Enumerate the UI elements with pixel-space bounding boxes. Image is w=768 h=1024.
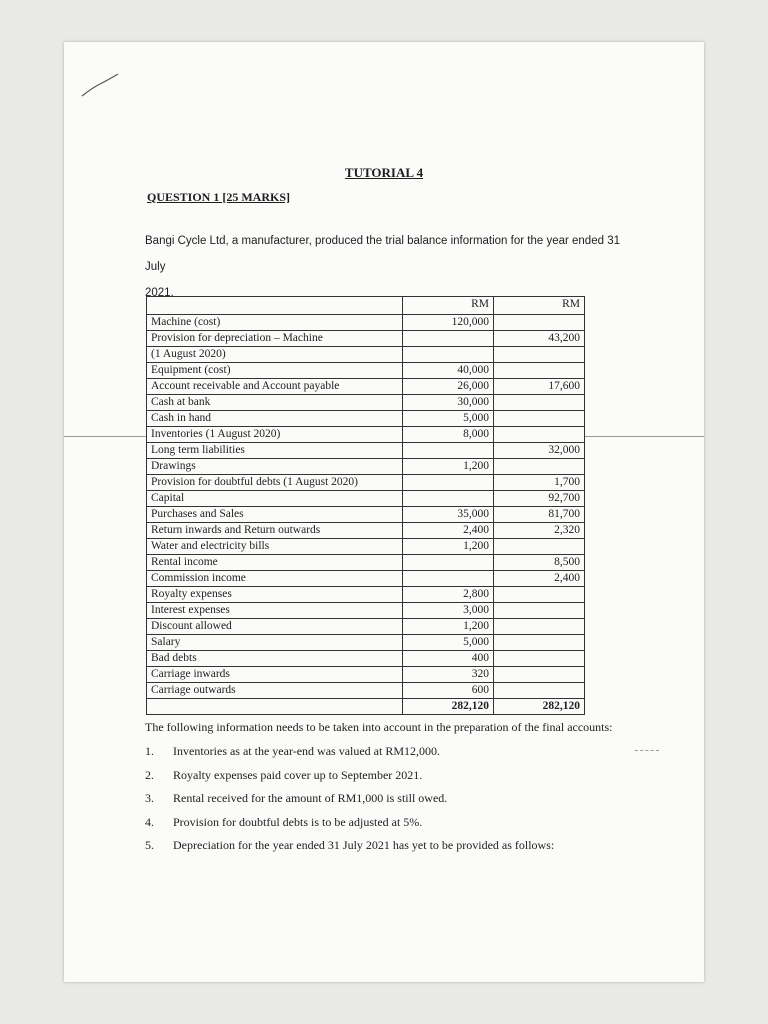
total-credit: 282,120	[494, 699, 585, 715]
table-row	[147, 411, 585, 427]
total-label	[147, 699, 403, 715]
row-item-label: Rental income	[147, 555, 403, 571]
trial-balance-table	[146, 296, 585, 715]
row-item-label: Account receivable and Account payable	[147, 379, 403, 395]
question-heading: QUESTION 1 [25 MARKS]	[147, 190, 291, 204]
row-item-label: Return inwards and Return outwards	[147, 523, 403, 539]
following-info-intro: The following information needs to be taken into account in the preparation of the final accounts:	[145, 720, 613, 734]
row-item-label: Carriage inwards	[147, 667, 403, 683]
row-debit-value: 600	[403, 683, 494, 699]
row-debit-value: 5,000	[403, 635, 494, 651]
row-item-label: Cash at bank	[147, 395, 403, 411]
row-credit-value	[494, 427, 585, 443]
table-total-row	[147, 699, 585, 715]
row-credit-value: 32,000	[494, 443, 585, 459]
row-credit-value	[494, 395, 585, 411]
note-number: 2.	[145, 767, 154, 782]
row-item-label: Capital	[147, 491, 403, 507]
row-item-label: Long term liabilities	[147, 443, 403, 459]
table-row	[147, 539, 585, 555]
row-item-label: Provision for doubtful debts (1 August 2020)	[147, 475, 403, 491]
intro-line: Bangi Cycle Ltd, a manufacturer, produced the trial balance information for the year ended 31 July	[145, 235, 620, 273]
row-credit-value	[494, 619, 585, 635]
table-row	[147, 587, 585, 603]
row-debit-value: 400	[403, 651, 494, 667]
row-debit-value	[403, 443, 494, 459]
table-row	[147, 363, 585, 379]
row-credit-value	[494, 539, 585, 555]
table-row	[147, 667, 585, 683]
list-item	[145, 742, 665, 766]
row-credit-value	[494, 347, 585, 363]
row-debit-value	[403, 331, 494, 347]
list-item	[145, 766, 665, 790]
row-credit-value	[494, 667, 585, 683]
note-text: Rental received for the amount of RM1,000 is still owed.	[173, 791, 448, 805]
table-row	[147, 683, 585, 699]
table-row	[147, 523, 585, 539]
row-debit-value: 30,000	[403, 395, 494, 411]
tutorial-title: TUTORIAL 4	[344, 165, 424, 180]
note-number: 3.	[145, 791, 154, 805]
table-row	[147, 571, 585, 587]
row-credit-value: 81,700	[494, 507, 585, 523]
row-credit-value	[494, 603, 585, 619]
intro-paragraph	[145, 228, 625, 306]
list-item	[145, 789, 665, 813]
row-item-label: Water and electricity bills	[147, 539, 403, 555]
debit-header: RM	[403, 297, 494, 315]
row-item-label: Carriage outwards	[147, 683, 403, 699]
row-item-label: Drawings	[147, 459, 403, 475]
row-debit-value	[403, 555, 494, 571]
row-item-label: Interest expenses	[147, 603, 403, 619]
row-item-label: (1 August 2020)	[147, 347, 403, 363]
table-row	[147, 475, 585, 491]
row-credit-value	[494, 683, 585, 699]
credit-header: RM	[494, 297, 585, 315]
row-credit-value: 2,400	[494, 571, 585, 587]
row-debit-value: 35,000	[403, 507, 494, 523]
adjustment-notes-list	[145, 742, 665, 860]
row-item-label: Equipment (cost)	[147, 363, 403, 379]
row-item-label: Inventories (1 August 2020)	[147, 427, 403, 443]
table-row	[147, 347, 585, 363]
row-debit-value	[403, 571, 494, 587]
table-row	[147, 603, 585, 619]
row-credit-value: 2,320	[494, 523, 585, 539]
table-header-row	[147, 297, 585, 315]
note-number: 1.	[145, 744, 154, 758]
row-item-label: Provision for depreciation – Machine	[147, 331, 403, 347]
table-row	[147, 507, 585, 523]
row-debit-value	[403, 475, 494, 491]
row-credit-value	[494, 411, 585, 427]
row-item-label: Purchases and Sales	[147, 507, 403, 523]
note-number: 4.	[145, 814, 154, 829]
row-debit-value: 8,000	[403, 427, 494, 443]
row-item-label: Commission income	[147, 571, 403, 587]
table-row	[147, 635, 585, 651]
note-text: Depreciation for the year ended 31 July 2021 has yet to be provided as follows:	[173, 838, 555, 852]
note-number: 5.	[145, 838, 154, 852]
row-credit-value	[494, 587, 585, 603]
row-credit-value	[494, 459, 585, 475]
note-text: Royalty expenses paid cover up to September 2021.	[173, 767, 423, 782]
row-debit-value: 1,200	[403, 459, 494, 475]
table-row	[147, 555, 585, 571]
note-text: Provision for doubtful debts is to be adjusted at 5%.	[173, 814, 423, 829]
row-debit-value: 1,200	[403, 539, 494, 555]
row-debit-value: 1,200	[403, 619, 494, 635]
table-row	[147, 379, 585, 395]
row-item-label: Machine (cost)	[147, 315, 403, 331]
scan-artifact-line	[64, 436, 146, 437]
row-credit-value: 8,500	[494, 555, 585, 571]
row-item-label: Bad debts	[147, 651, 403, 667]
table-row	[147, 459, 585, 475]
table-row	[147, 619, 585, 635]
row-item-label: Cash in hand	[147, 411, 403, 427]
table-row	[147, 443, 585, 459]
row-item-label: Discount allowed	[147, 619, 403, 635]
row-debit-value: 3,000	[403, 603, 494, 619]
row-debit-value: 2,800	[403, 587, 494, 603]
row-debit-value	[403, 491, 494, 507]
table-row	[147, 395, 585, 411]
list-item	[145, 836, 665, 860]
row-credit-value: 1,700	[494, 475, 585, 491]
row-debit-value: 26,000	[403, 379, 494, 395]
table-row	[147, 331, 585, 347]
scan-artifact-line	[584, 436, 704, 437]
table-row	[147, 315, 585, 331]
row-credit-value: 92,700	[494, 491, 585, 507]
row-credit-value: 17,600	[494, 379, 585, 395]
row-debit-value: 40,000	[403, 363, 494, 379]
row-debit-value: 2,400	[403, 523, 494, 539]
row-credit-value	[494, 315, 585, 331]
total-debit: 282,120	[403, 699, 494, 715]
row-item-label: Salary	[147, 635, 403, 651]
row-credit-value	[494, 363, 585, 379]
pencil-tick-mark	[80, 70, 120, 100]
row-credit-value	[494, 651, 585, 667]
row-debit-value: 120,000	[403, 315, 494, 331]
row-debit-value: 5,000	[403, 411, 494, 427]
table-row	[147, 427, 585, 443]
row-debit-value: 320	[403, 667, 494, 683]
row-debit-value	[403, 347, 494, 363]
list-item	[145, 813, 665, 837]
intro-line: 2021.	[145, 287, 174, 299]
row-credit-value: 43,200	[494, 331, 585, 347]
table-row	[147, 491, 585, 507]
row-credit-value	[494, 635, 585, 651]
table-row	[147, 651, 585, 667]
table-header-item	[147, 297, 403, 315]
note-text: Inventories as at the year-end was valued at RM12,000.	[173, 744, 441, 758]
row-item-label: Royalty expenses	[147, 587, 403, 603]
